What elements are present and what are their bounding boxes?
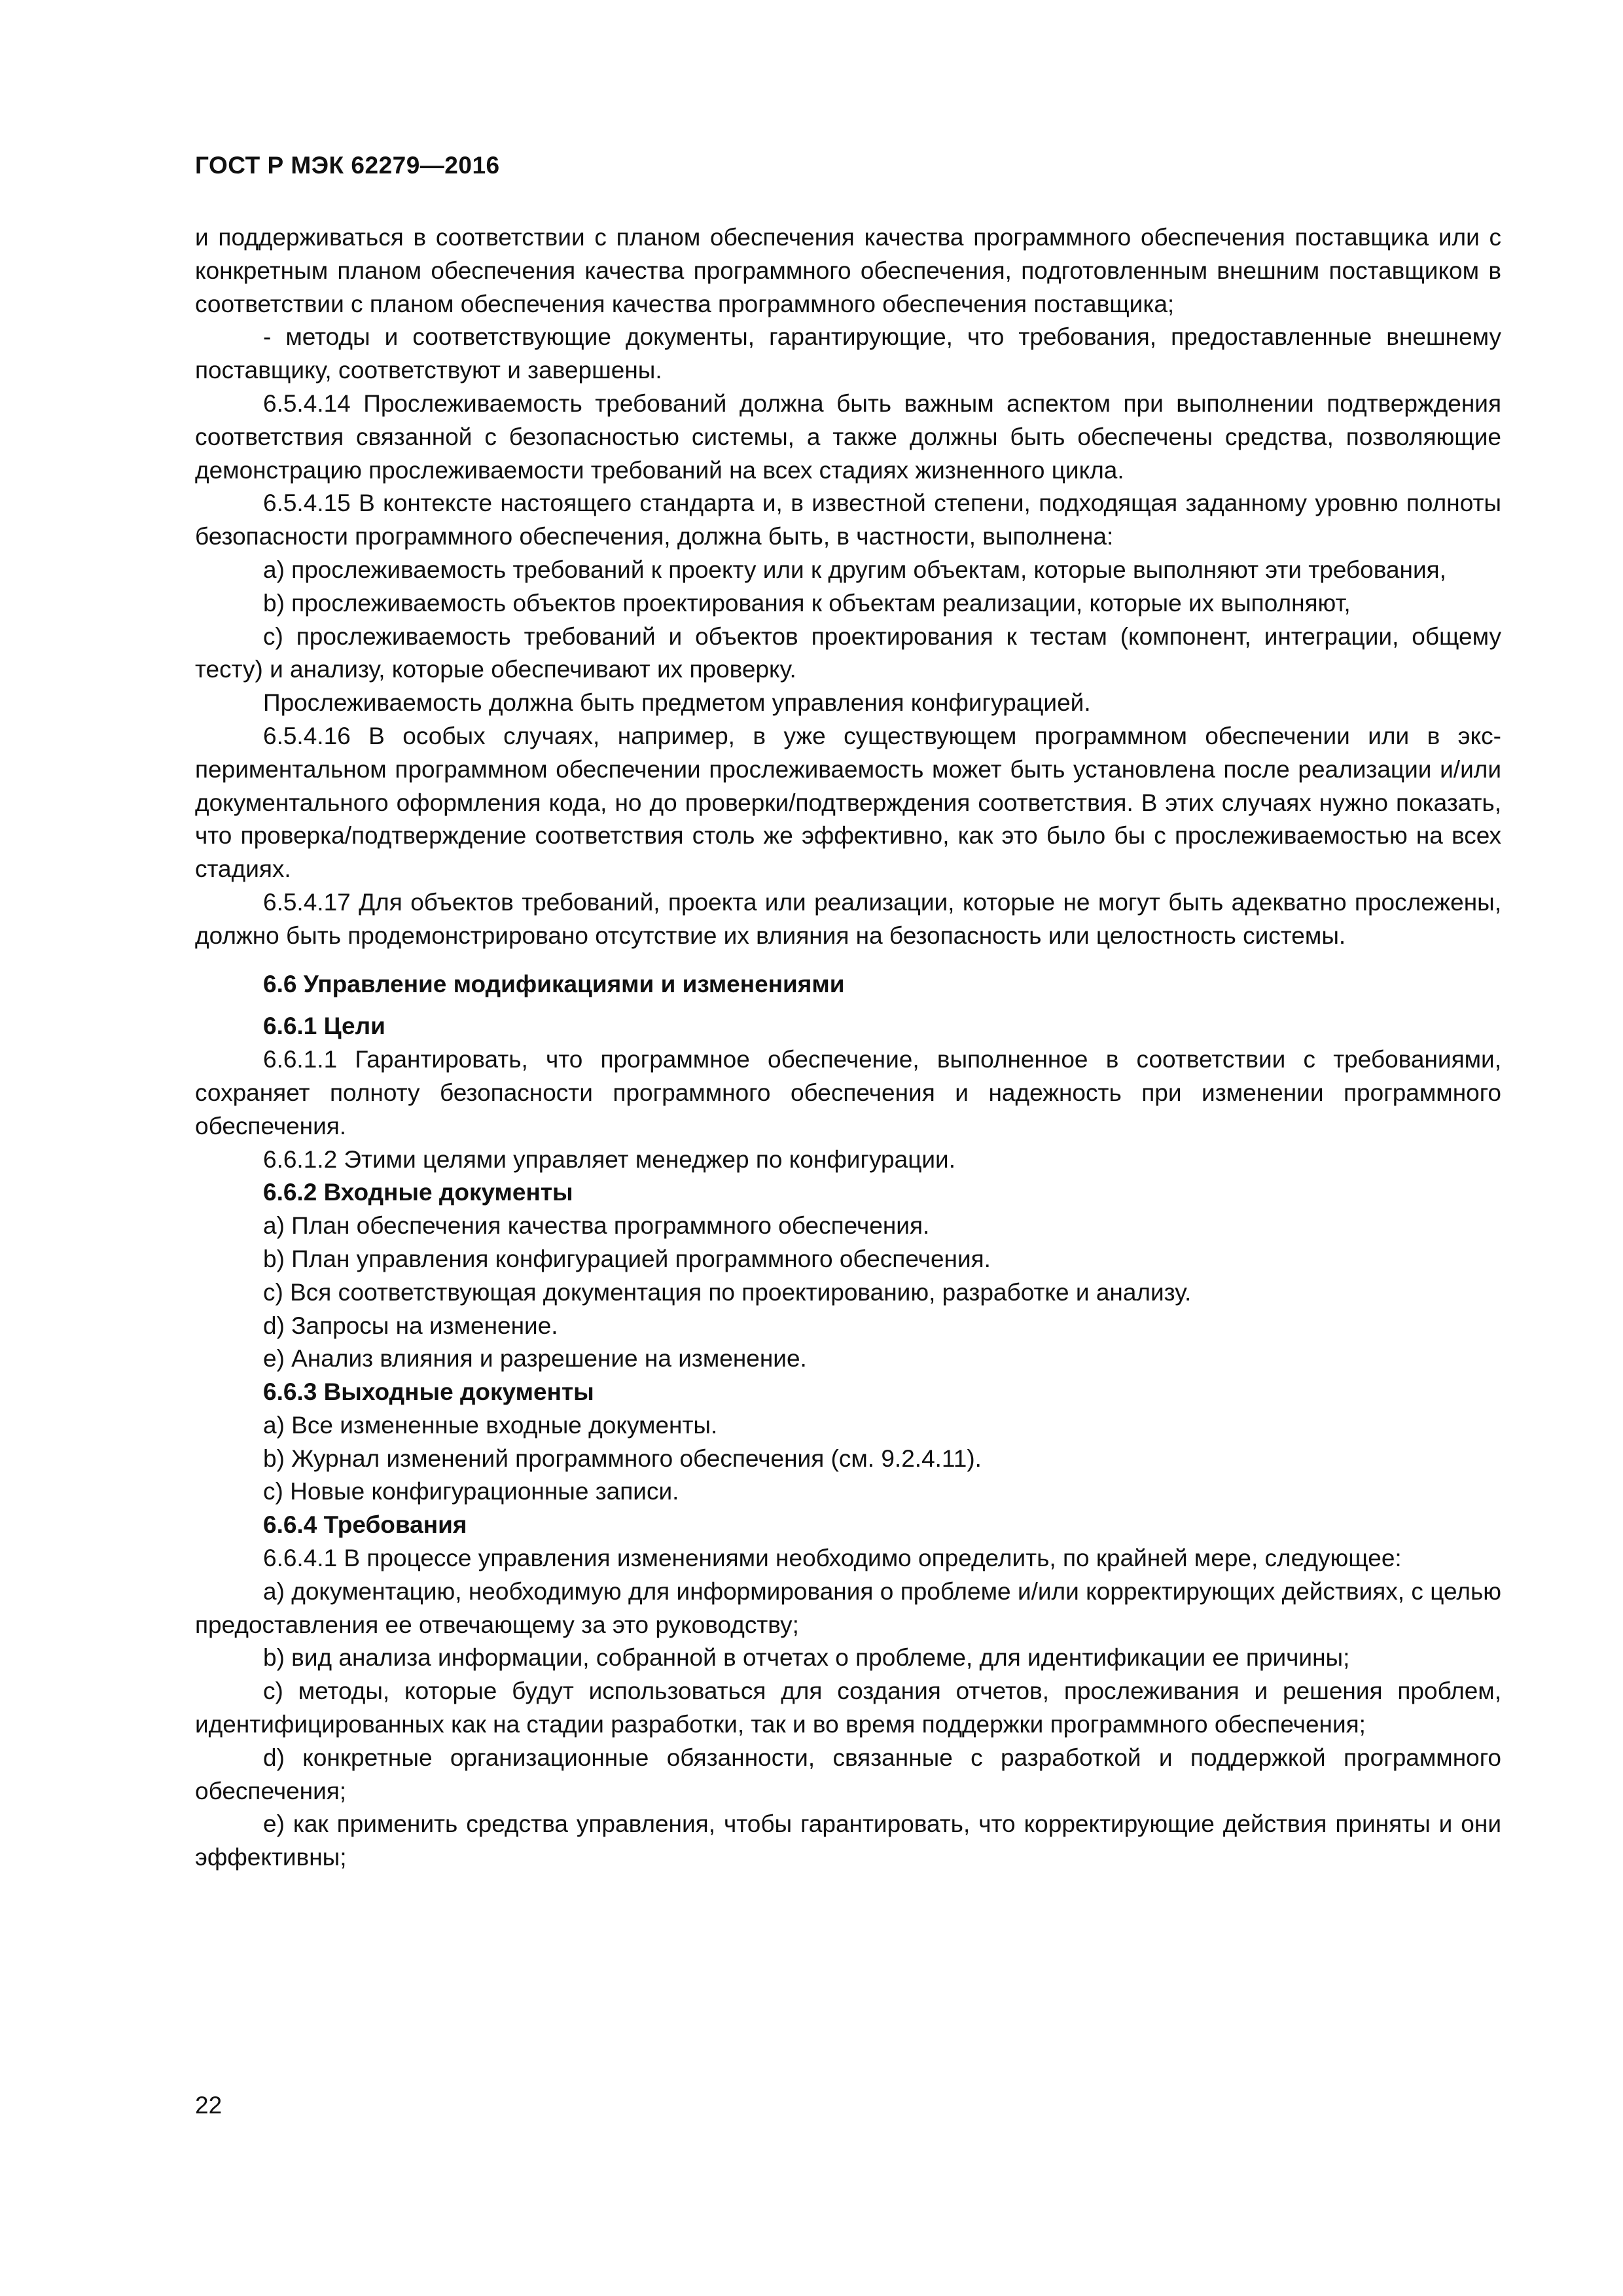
page-number: 22	[195, 2092, 223, 2119]
list-item: b) План управления конфигурацией программного обеспечения.	[263, 1245, 991, 1272]
subsection-heading-goals: 6.6.1 Цели	[263, 1013, 385, 1040]
list-item: b) вид анализа информации, собранной в отчетах о проблеме, для идентификации ее причины;	[263, 1644, 1350, 1672]
list-item: b) Журнал изменений программного обеспечения (см. 9.2.4.11).	[263, 1444, 982, 1472]
section-heading: 6.6 Управление модификациями и изменениями	[263, 970, 845, 997]
list-item: е) как применить средства управления, чтобы гарантировать, что корректирующие действия приняты и они эффективны;	[195, 1810, 1501, 1871]
subsection-heading-requirements: 6.6.4 Требования	[263, 1511, 467, 1539]
list-item: с) Новые конфигурационные записи.	[263, 1478, 679, 1505]
paragraph: 6.6.4.1 В процессе управления изменениями необходимо определить, по крайней мере, следующее:	[263, 1545, 1402, 1572]
paragraph: 6.5.4.16 В особых случаях, например, в уже существующем программном обеспечении или в экспериментальном программном обеспечении прослеживаемость может быть установлена после реализации и/или документального оформления кода, но до проверки/подтверждения соответствия. В этих случаях нужно показать, что проверка/подтверждение соответствия столь же эффективно, как это было бы с прослеживаемостью на всех стадиях.	[195, 722, 1501, 883]
list-item: с) методы, которые будут использоваться для создания отчетов, прослеживания и решения проблем, идентифицированных как на стадии разработки, так и во время поддержки программного обеспечения;	[195, 1677, 1501, 1738]
list-item: е) Анализ влияния и разрешение на изменение.	[263, 1345, 807, 1372]
paragraph: 6.6.1.1 Гарантировать, что программное обеспечение, выполненное в соответствии с требованиями, сохраняет полноту безопасности программного обеспечения и надежность при изменении программного обеспечения.	[195, 1046, 1501, 1139]
paragraph: 6.5.4.17 Для объектов требований, проекта или реализации, которые не могут быть адекватно прослежены, должно быть продемонстрировано отсутствие их влияния на безопасность или целостность системы.	[195, 888, 1501, 949]
paragraph: 6.5.4.15 В контексте настоящего стандарта и, в известной степени, подходящая заданному уровню полноты безопасности программного обеспечения, должна быть, в частности, выполнена:	[195, 490, 1501, 550]
list-item: а) документацию, необходимую для информирования о проблеме и/или корректирующих действиях, с целью предоставления ее отвечающему за это руководству;	[195, 1577, 1501, 1638]
paragraph: 6.6.1.2 Этими целями управляет менеджер по конфигурации.	[263, 1145, 956, 1173]
paragraph: Прослеживаемость должна быть предметом управления конфигурацией.	[263, 689, 1091, 717]
list-item: d) Запросы на изменение.	[263, 1312, 558, 1339]
list-item: с) Вся соответствующая документация по проектированию, разработке и анализу.	[263, 1278, 1192, 1306]
document-body	[195, 221, 1501, 1874]
paragraph: 6.5.4.14 Прослеживаемость требований должна быть важным аспектом при выполнении подтверждения соответствия связанной с безопасностью системы, а также должны быть обеспечены средства, позволяющие демонстрацию прослеживаемости требований на всех стадиях жизненного цикла.	[195, 389, 1501, 484]
paragraph: - методы и соответствующие документы, гарантирующие, что требования, предоставленные внешнему поставщику, соответствуют и завершены.	[195, 323, 1501, 384]
list-item: b) прослеживаемость объектов проектирования к объектам реализации, которые их выполняют,	[263, 589, 1351, 617]
list-item: d) конкретные организационные обязанности, связанные с разработкой и поддержкой программного обеспечения;	[195, 1744, 1501, 1804]
list-item: а) прослеживаемость требований к проекту или к другим объектам, которые выполняют эти требования,	[263, 556, 1446, 583]
list-item: с) прослеживаемость требований и объектов проектирования к тестам (компонент, интеграции, общему тесту) и анализу, которые обеспечивают их проверку.	[195, 622, 1501, 683]
list-item: а) План обеспечения качества программного обеспечения.	[263, 1212, 930, 1240]
subsection-heading-inputs: 6.6.2 Входные документы	[263, 1179, 573, 1206]
list-item: а) Все измененные входные документы.	[263, 1411, 718, 1439]
paragraph: и поддерживаться в соответствии с планом обеспечения качества программного обеспечения поставщика или с конкретным планом обеспечения качества программного обеспечения, подготовленным внешним поставщиком в соответствии с планом обеспечения качества программного обеспечения поставщика;	[195, 224, 1501, 317]
document-header: ГОСТ Р МЭК 62279—2016	[195, 152, 500, 179]
subsection-heading-outputs: 6.6.3 Выходные документы	[263, 1378, 594, 1406]
